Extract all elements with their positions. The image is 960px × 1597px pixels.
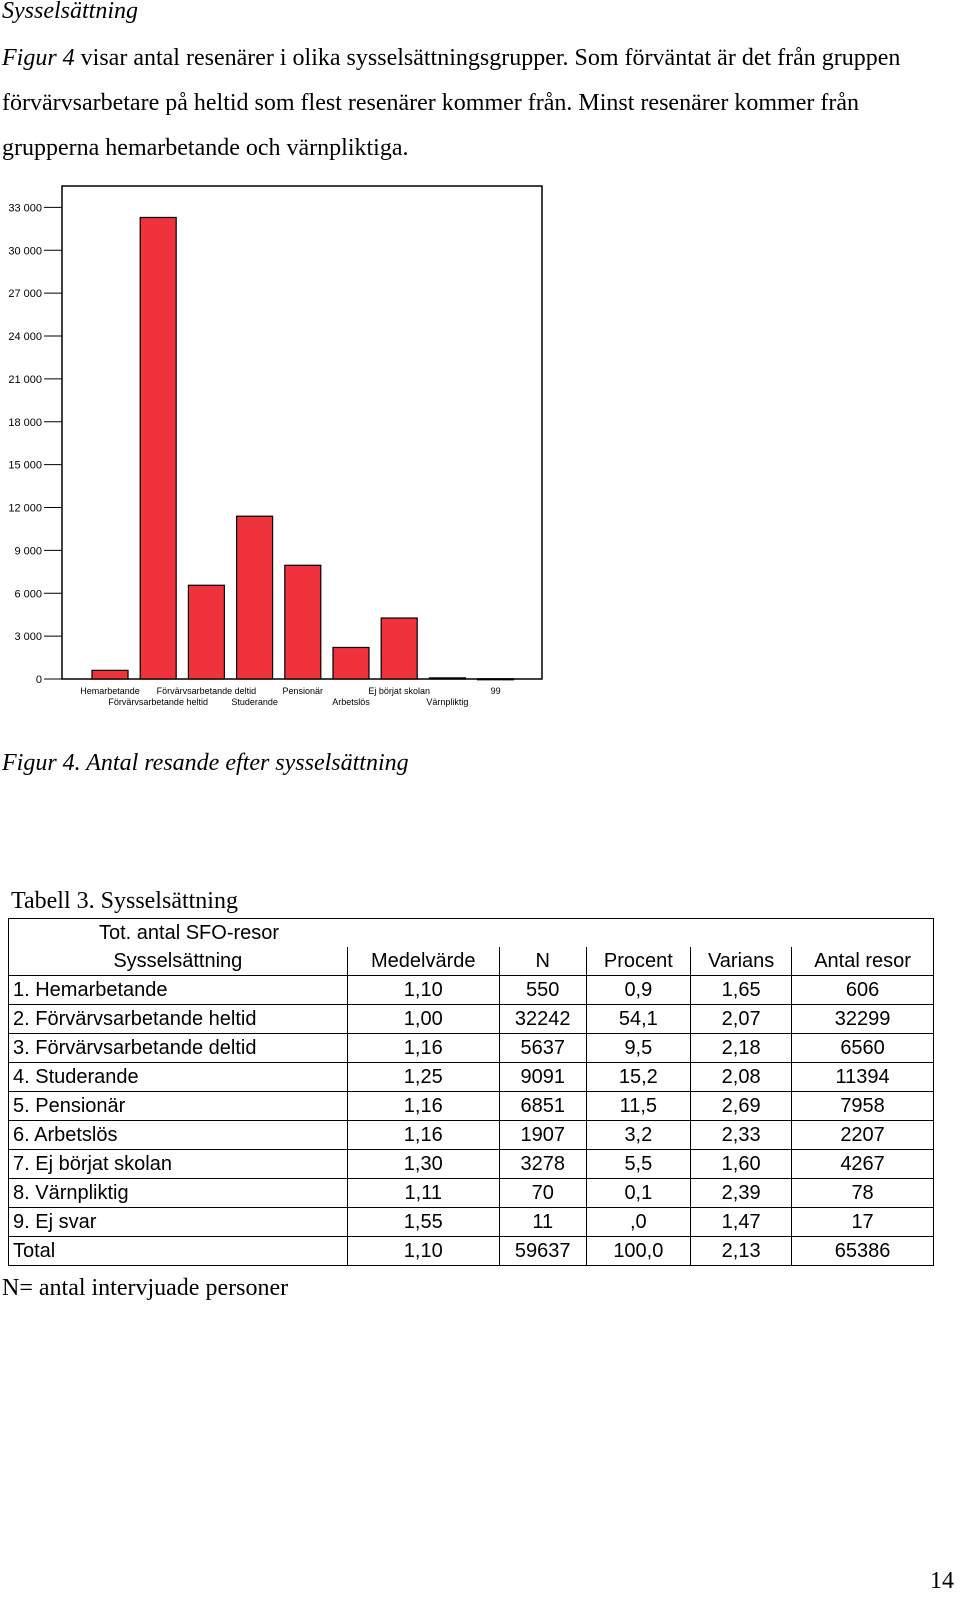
row-label: 9. Ej svar — [9, 1208, 348, 1237]
table-cell: 1,47 — [691, 1208, 792, 1237]
x-tick-label: Pensionär — [282, 686, 324, 696]
table-row — [9, 1005, 934, 1034]
table-body — [9, 976, 934, 1266]
table-cell: 4267 — [792, 1150, 934, 1179]
table-cell: 5637 — [499, 1034, 586, 1063]
table-cell: 17 — [792, 1208, 934, 1237]
table-cell: 32299 — [792, 1005, 934, 1034]
intro-figure-ref: Figur 4 — [2, 45, 75, 71]
y-tick-label: 33 000 — [8, 202, 42, 215]
employment-table — [8, 918, 934, 1266]
table-cell: 3,2 — [586, 1121, 691, 1150]
table-cell: 1,16 — [347, 1034, 499, 1063]
table-cell: 32242 — [499, 1005, 586, 1034]
table-cell: 2,18 — [691, 1034, 792, 1063]
table-cell: 11 — [499, 1208, 586, 1237]
table-row — [9, 1237, 934, 1266]
table-cell: 1,30 — [347, 1150, 499, 1179]
bar — [333, 647, 369, 679]
bar — [429, 678, 465, 679]
table-row — [9, 976, 934, 1005]
bar — [140, 217, 176, 679]
y-tick-label: 12 000 — [8, 502, 42, 515]
table-row — [9, 1034, 934, 1063]
table-cell: 11,5 — [586, 1092, 691, 1121]
table-cell: 1,00 — [347, 1005, 499, 1034]
table-cell: 100,0 — [586, 1237, 691, 1266]
bar-chart — [0, 180, 560, 720]
y-tick-label: 24 000 — [8, 331, 42, 344]
table-cell: 78 — [792, 1179, 934, 1208]
x-tick-label: Förvärvsarbetande heltid — [108, 697, 208, 707]
y-tick-label: 21 000 — [8, 373, 42, 386]
table-cell: 2,39 — [691, 1179, 792, 1208]
table-cell: 0,1 — [586, 1179, 691, 1208]
table-title: Tabell 3. Sysselsättning — [11, 888, 238, 914]
column-header: Medelvärde — [347, 947, 499, 976]
table-cell: 0,9 — [586, 976, 691, 1005]
y-tick-label: 18 000 — [8, 416, 42, 429]
table-cell: 2,69 — [691, 1092, 792, 1121]
y-tick-label: 0 — [35, 674, 42, 686]
y-tick-label: 9 000 — [14, 545, 42, 558]
table-footnote: N= antal intervjuade personer — [2, 1275, 289, 1301]
table-cell: 1,55 — [347, 1208, 499, 1237]
table-cell: 1907 — [499, 1121, 586, 1150]
section-heading: Sysselsättning — [2, 0, 138, 24]
x-tick-label: Ej börjat skolan — [368, 686, 430, 696]
table-cell: 59637 — [499, 1237, 586, 1266]
table-cell: ,0 — [586, 1208, 691, 1237]
row-label: 5. Pensionär — [9, 1092, 348, 1121]
bar — [478, 679, 514, 680]
table-cell: 7958 — [792, 1092, 934, 1121]
bar — [237, 516, 273, 679]
bar — [188, 585, 224, 679]
row-label: 8. Värnpliktig — [9, 1179, 348, 1208]
table-cell: 6851 — [499, 1092, 586, 1121]
table-cell: 9091 — [499, 1063, 586, 1092]
table-cell: 2,13 — [691, 1237, 792, 1266]
table-cell: 550 — [499, 976, 586, 1005]
x-tick-label: Studerande — [231, 697, 278, 707]
table-cell: 11394 — [792, 1063, 934, 1092]
table-cell: 2,07 — [691, 1005, 792, 1034]
table-cell: 65386 — [792, 1237, 934, 1266]
row-label: Total — [9, 1237, 348, 1266]
bar — [381, 618, 417, 679]
y-tick-label: 27 000 — [8, 288, 42, 301]
table-cell: 606 — [792, 976, 934, 1005]
y-tick-label: 30 000 — [8, 245, 42, 258]
column-header: Antal resor — [792, 947, 934, 976]
x-tick-label: Hemarbetande — [80, 686, 140, 696]
table-cell: 1,11 — [347, 1179, 499, 1208]
row-label: 1. Hemarbetande — [9, 976, 348, 1005]
table-cell: 54,1 — [586, 1005, 691, 1034]
table-cell: 1,25 — [347, 1063, 499, 1092]
x-tick-label: Förvärvsarbetande deltid — [156, 686, 257, 696]
table-cell: 3278 — [499, 1150, 586, 1179]
column-header: Varians — [691, 947, 792, 976]
figure-caption: Figur 4. Antal resande efter sysselsättning — [2, 750, 409, 776]
row-label: 4. Studerande — [9, 1063, 348, 1092]
table-row — [9, 1179, 934, 1208]
x-tick-label: Arbetslös — [332, 697, 370, 707]
y-tick-label: 3 000 — [14, 631, 42, 644]
table-cell: 15,2 — [586, 1063, 691, 1092]
table-row — [9, 1092, 934, 1121]
table-cell: 2207 — [792, 1121, 934, 1150]
intro-text: visar antal resenärer i olika sysselsättningsgrupper. Som förväntat är det från gruppen förvärvsarbetare på heltid som flest resenärer kommer från. Minst resenärer kommer från grupperna hemarbetande och värnpliktiga. — [2, 45, 901, 161]
table-header-row — [9, 947, 934, 976]
bar — [92, 670, 128, 679]
row-label: 2. Förvärvsarbetande heltid — [9, 1005, 348, 1034]
y-tick-label: 15 000 — [8, 459, 42, 472]
table-cell: 5,5 — [586, 1150, 691, 1179]
x-tick-label: Värnpliktig — [426, 697, 469, 707]
row-label: 6. Arbetslös — [9, 1121, 348, 1150]
table-row — [9, 1063, 934, 1092]
column-header: N — [499, 947, 586, 976]
row-label: 3. Förvärvsarbetande deltid — [9, 1034, 348, 1063]
table-cell: 9,5 — [586, 1034, 691, 1063]
table-cell: 2,33 — [691, 1121, 792, 1150]
table-row — [9, 1150, 934, 1179]
table-cell: 1,60 — [691, 1150, 792, 1179]
table-cell: 1,16 — [347, 1121, 499, 1150]
table-cell: 6560 — [792, 1034, 934, 1063]
column-header: Procent — [586, 947, 691, 976]
table-cell: 1,10 — [347, 1237, 499, 1266]
page-number: 14 — [930, 1568, 954, 1594]
table-cell: 2,08 — [691, 1063, 792, 1092]
table-group-header-row — [9, 919, 934, 948]
table-group-header: Tot. antal SFO-resor — [9, 919, 934, 948]
table-cell: 1,10 — [347, 976, 499, 1005]
column-header: Sysselsättning — [9, 947, 348, 976]
intro-paragraph — [2, 36, 942, 171]
table-cell: 1,65 — [691, 976, 792, 1005]
bar — [285, 565, 321, 679]
y-tick-label: 6 000 — [14, 588, 42, 601]
x-tick-label: 99 — [490, 686, 501, 696]
table-cell: 1,16 — [347, 1092, 499, 1121]
table-row — [9, 1121, 934, 1150]
table-row — [9, 1208, 934, 1237]
table-cell: 70 — [499, 1179, 586, 1208]
row-label: 7. Ej börjat skolan — [9, 1150, 348, 1179]
